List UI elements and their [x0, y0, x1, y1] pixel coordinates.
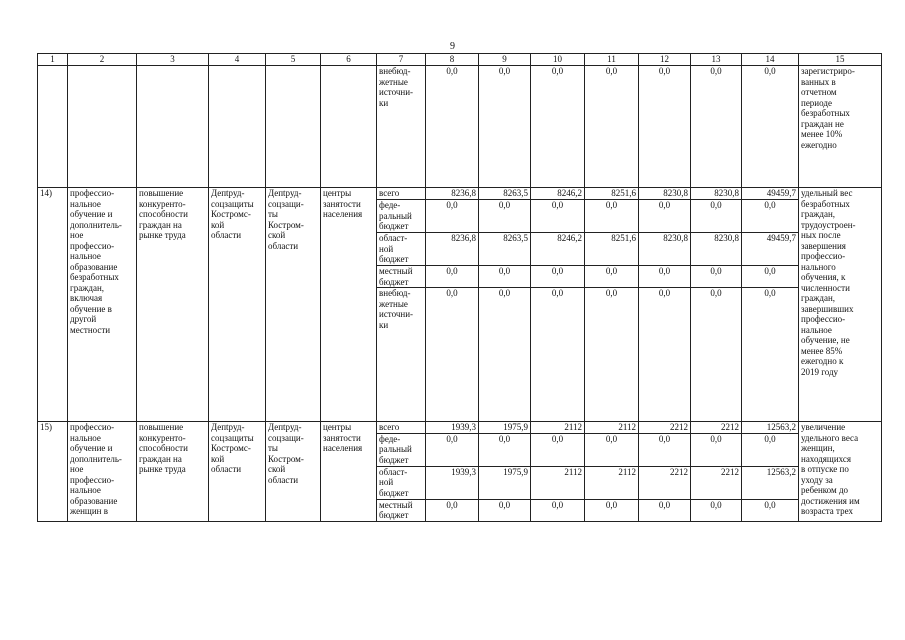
value-cell: 2212	[639, 422, 691, 434]
value-cell: 2112	[531, 466, 585, 499]
value-cell: 0,0	[585, 499, 639, 521]
result-indicator: зарегистриро- ванных в отчетном периоде безработных граждан не менее 10% ежегодно	[799, 66, 882, 188]
activity-name: профессио- нальное обучение и дополнитель- ное профессио- нальное образование безработных граждан, включая обучение в другой местности	[68, 188, 137, 422]
value-cell: 0,0	[585, 200, 639, 233]
header-cell: 3	[137, 54, 209, 66]
value-cell: 0,0	[742, 288, 799, 422]
participant: Депtруд- соцзащи- ты Костром- ской области	[266, 188, 321, 422]
header-cell: 7	[377, 54, 426, 66]
header-cell: 6	[321, 54, 377, 66]
value-cell: 0,0	[479, 288, 531, 422]
page-number: 9	[450, 41, 455, 52]
header-cell: 10	[531, 54, 585, 66]
value-cell: 0,0	[531, 66, 585, 188]
value-cell: 0,0	[585, 266, 639, 288]
header-cell: 2	[68, 54, 137, 66]
executor: Депtруд- соцзащиты Костромс- кой области	[209, 422, 266, 522]
header-cell: 8	[426, 54, 479, 66]
value-cell: 0,0	[479, 266, 531, 288]
value-cell: 1975,9	[479, 466, 531, 499]
value-cell: 8263,5	[479, 188, 531, 200]
value-cell: 1939,3	[426, 422, 479, 434]
value-cell: 0,0	[691, 66, 742, 188]
value-cell: 8236,8	[426, 233, 479, 266]
value-cell: 0,0	[479, 200, 531, 233]
value-cell: 0,0	[531, 266, 585, 288]
value-cell: 0,0	[639, 499, 691, 521]
value-cell: 0,0	[426, 66, 479, 188]
header-cell: 9	[479, 54, 531, 66]
value-cell: 8246,2	[531, 233, 585, 266]
value-cell: 8246,2	[531, 188, 585, 200]
header-cell: 13	[691, 54, 742, 66]
value-cell: 0,0	[426, 433, 479, 466]
header-cell: 12	[639, 54, 691, 66]
row-number: 14)	[38, 188, 68, 422]
row-number: 15)	[38, 422, 68, 522]
header-cell: 5	[266, 54, 321, 66]
source-label: феде- ральный бюджет	[377, 433, 426, 466]
value-cell: 0,0	[639, 433, 691, 466]
source-label: внебюд- жетные источни- ки	[377, 288, 426, 422]
table-cell	[38, 66, 68, 188]
continuation-row	[38, 66, 882, 188]
value-cell: 0,0	[585, 66, 639, 188]
value-cell: 2112	[585, 422, 639, 434]
value-cell: 0,0	[426, 288, 479, 422]
source-label: всего	[377, 422, 426, 434]
value-cell: 12563,2	[742, 466, 799, 499]
value-cell: 0,0	[426, 499, 479, 521]
value-cell: 49459,7	[742, 188, 799, 200]
value-cell: 8230,8	[639, 233, 691, 266]
table-cell	[68, 66, 137, 188]
goal-text: повышение конкуренто- способности граждан на рынке труда	[137, 422, 209, 522]
header-cell: 1	[38, 54, 68, 66]
value-cell: 0,0	[742, 200, 799, 233]
value-cell: 8263,5	[479, 233, 531, 266]
value-cell: 0,0	[742, 66, 799, 188]
source-label: феде- ральный бюджет	[377, 200, 426, 233]
activity-name: профессио- нальное обучение и дополнитель- ное профессио- нальное образование женщин в	[68, 422, 137, 522]
value-cell: 8236,8	[426, 188, 479, 200]
value-cell: 0,0	[639, 266, 691, 288]
value-cell: 2112	[585, 466, 639, 499]
program-row-15	[38, 422, 882, 434]
value-cell: 0,0	[639, 66, 691, 188]
value-cell: 2212	[639, 466, 691, 499]
value-cell: 0,0	[691, 499, 742, 521]
program-table	[37, 53, 882, 522]
value-cell: 0,0	[742, 266, 799, 288]
value-cell: 0,0	[691, 433, 742, 466]
value-cell: 0,0	[585, 433, 639, 466]
participant: Депtруд- соцзащи- ты Костром- ской области	[266, 422, 321, 522]
value-cell: 0,0	[691, 288, 742, 422]
value-cell: 1975,9	[479, 422, 531, 434]
value-cell: 0,0	[531, 288, 585, 422]
result-indicator: удельный вес безработных граждан, трудоустроен- ных после завершения профессио- нального обучения, к численности граждан, завершивших профессио- нальное обучение, не менее 85% ежегодно к 2019 году	[799, 188, 882, 422]
value-cell: 8230,8	[691, 188, 742, 200]
header-row	[38, 54, 882, 66]
source-label: област- ной бюджет	[377, 233, 426, 266]
value-cell: 0,0	[479, 66, 531, 188]
value-cell: 0,0	[742, 499, 799, 521]
source-label: местный бюджет	[377, 266, 426, 288]
value-cell: 8230,8	[639, 188, 691, 200]
value-cell: 1939,3	[426, 466, 479, 499]
partner: центры занятости населения	[321, 422, 377, 522]
table-cell	[321, 66, 377, 188]
header-cell: 4	[209, 54, 266, 66]
header-cell: 11	[585, 54, 639, 66]
partner: центры занятости населения	[321, 188, 377, 422]
value-cell: 49459,7	[742, 233, 799, 266]
source-label: всего	[377, 188, 426, 200]
result-indicator: увеличение удельного веса женщин, находящихся в отпуске по уходу за ребенком до достижения им возраста трех	[799, 422, 882, 522]
value-cell: 0,0	[691, 200, 742, 233]
source-label: област- ной бюджет	[377, 466, 426, 499]
value-cell: 0,0	[639, 288, 691, 422]
value-cell: 0,0	[426, 266, 479, 288]
value-cell: 0,0	[531, 200, 585, 233]
program-row-14	[38, 188, 882, 200]
value-cell: 2212	[691, 422, 742, 434]
value-cell: 0,0	[479, 499, 531, 521]
value-cell: 0,0	[691, 266, 742, 288]
table-cell	[266, 66, 321, 188]
table-cell	[209, 66, 266, 188]
header-cell: 14	[742, 54, 799, 66]
value-cell: 0,0	[742, 433, 799, 466]
table-cell	[137, 66, 209, 188]
value-cell: 0,0	[585, 288, 639, 422]
value-cell: 0,0	[479, 433, 531, 466]
goal-text: повышение конкуренто- способности граждан на рынке труда	[137, 188, 209, 422]
value-cell: 0,0	[531, 433, 585, 466]
value-cell: 0,0	[426, 200, 479, 233]
value-cell: 0,0	[531, 499, 585, 521]
header-cell: 15	[799, 54, 882, 66]
value-cell: 12563,2	[742, 422, 799, 434]
executor: Депtруд- соцзащиты Костромс- кой области	[209, 188, 266, 422]
value-cell: 8230,8	[691, 233, 742, 266]
value-cell: 8251,6	[585, 188, 639, 200]
value-cell: 2112	[531, 422, 585, 434]
source-label: внебюд- жетные источни- ки	[377, 66, 426, 188]
source-label: местный бюджет	[377, 499, 426, 521]
value-cell: 0,0	[639, 200, 691, 233]
value-cell: 2212	[691, 466, 742, 499]
value-cell: 8251,6	[585, 233, 639, 266]
